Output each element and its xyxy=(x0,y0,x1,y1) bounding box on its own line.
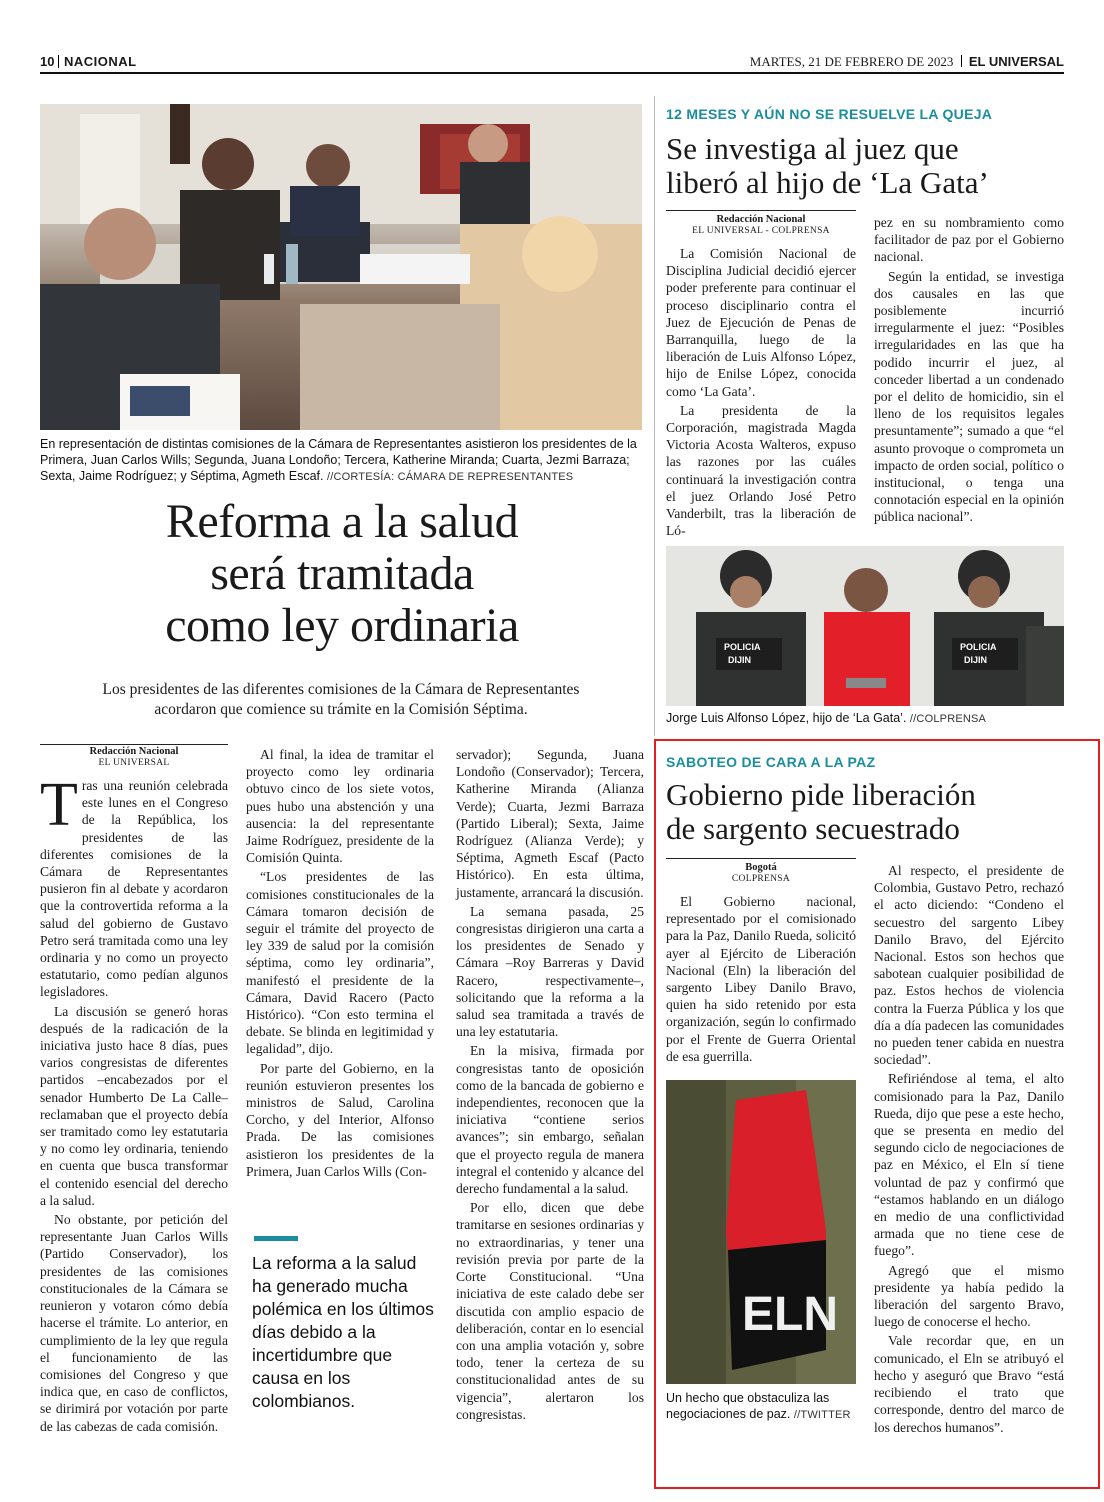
main-col1-para-2: La discusión se generó horas después de la radicación de la iniciativa justo hace 8 días, pues varios congresistas de diferentes partidos –encabezados por el senador Humberto De La Calle– reclamaban que el proyecto debía ser tramitado como ley estatutaria y no como ley ordinaria, teniendo en cuenta que busca transformar el contenido esencial del derecho a la salud. xyxy=(40,1003,228,1208)
story3-headline xyxy=(666,778,1086,846)
main-col3-para-2: La semana pasada, 25 congresistas dirigieron una carta a los presidentes de Senado y Cámara –Roy Barreras y David Racero, respectivamente–, solicitando que la reforma a la salud sea tramitada a través de una ley estatutaria. xyxy=(456,903,644,1040)
story2-kicker: 12 MESES Y AÚN NO SE RESUELVE LA QUEJA xyxy=(666,106,993,122)
story3-photo-caption xyxy=(666,1390,858,1423)
story2-col2-para-2: Según la entidad, se investiga dos causales en las que posiblemente incurrió irregularmente el juez: “Posibles irregularidades en las que ha podido incurrir el juez, al conceder libertad a un condenado por el delito de homicidio, sin el lleno de los requisitos legales presuntamente”; sumado a que “el asunto provoque o comprometa un impacto de orden social, político o institucional, o tenga una connotación especial en la opinión pública nacional”. xyxy=(874,268,1064,525)
story3-column-2 xyxy=(874,862,1064,1438)
story2-col1-para-1: La Comisión Nacional de Disciplina Judicial decidió ejercer poder preferente para continuar el proceso disciplinario contra el Juez de Ejecución de Penas de Barranquilla, luego de la liberación de Luis Alfonso López, hijo de Enilse López, conocida como ‘La Gata’. xyxy=(666,246,856,399)
page-header xyxy=(40,54,1064,72)
main-col1-para-1 xyxy=(40,771,228,1001)
story2-column-2 xyxy=(874,214,1064,528)
header-sep xyxy=(961,55,962,67)
main-col1-divider xyxy=(40,744,228,745)
main-photo-caption xyxy=(40,436,640,485)
main-subhead: Los presidentes de las diferentes comisiones de la Cámara de Representantes acordaron que comience su trámite en la Comisión Séptima. xyxy=(102,681,580,718)
header-date-group xyxy=(750,54,1064,70)
column-divider xyxy=(654,96,655,736)
story3-byline-rule xyxy=(666,858,856,859)
story3-byline-name: Bogotá xyxy=(745,862,777,873)
story3-photo-caption-text: Un hecho que obstaculiza las negociaciones de paz. xyxy=(666,1391,830,1421)
vest1b-text: DIJIN xyxy=(728,655,752,665)
story2-byline-rule xyxy=(666,210,856,211)
main-col3-para-4: Por ello, dicen que debe tramitarse en sesiones ordinarias y no extraordinarias, y tener una revisión previa por parte de la Corte Constitucional. “Una iniciativa de este calado debe ser discutida con amplio espacio de deliberación, contar en lo esencial con una amplia votación y, sobre todo, tener la certeza de su constitucionalidad antes de su vigencia”, alertaron los congresistas. xyxy=(456,1200,644,1422)
header-divider xyxy=(58,55,59,68)
story2-photo-caption xyxy=(666,710,1064,727)
header-rule xyxy=(40,72,1064,74)
eln-armband-illustration xyxy=(666,1080,856,1384)
story2-col2-para-1: pez en su nombramiento como facilitador de paz por el Gobierno nacional. xyxy=(874,215,1064,265)
story3-col2-para-1: Al respecto, el presidente de Colombia, Gustavo Petro, rechazó el acto diciendo: “Condeno el secuestro del sargento Libey Danilo Bravo, del Ejército Nacional. Estos son hechos que sabotean cualquier posibilidad de paz. Estos hechos de violencia contra la Fuerza Pública y los que día a día padecen las comunidades no pueden tener cabida en nuestra sociedad”. xyxy=(874,863,1064,1068)
story2-headline-line-2: liberó al hijo de ‘La Gata’ xyxy=(666,165,989,200)
story2-byline xyxy=(666,210,856,237)
story2-photo xyxy=(666,546,1064,706)
main-headline-line-1: Reforma a la salud xyxy=(165,495,519,548)
story3-headline-line-1: Gobierno pide liberación xyxy=(666,777,976,812)
main-col1-para-1-text: ras una reunión celebrada este lunes en el Congreso de la República, los presidentes de las diferentes comisiones de la Cámara de Representantes pusieron fin al debate y acordaron que la controvertida reforma a la salud del gobierno de Gustavo Petro será tramitada como una ley ordinaria y no como un proyecto estatutario, como pedían algunos legisladores. xyxy=(40,778,228,1000)
story3-kicker: SABOTEO DE CARA A LA PAZ xyxy=(666,754,876,770)
main-column-2 xyxy=(246,746,434,1182)
story3-byline-org: COLPRENSA xyxy=(731,874,791,884)
vest2b-text: DIJIN xyxy=(964,655,988,665)
story3-photo-credit: //TWITTER xyxy=(793,1409,851,1421)
main-byline xyxy=(40,746,228,769)
story2-headline xyxy=(666,132,1066,200)
story3-column-1 xyxy=(666,858,856,1067)
main-col1-para-3: No obstante, por petición del representante Juan Carlos Wills (Partido Conservador), los presidentes de las comisiones constitucionales de la Cámara se reunieron y votaron cómo debía hacerse el trámite. Lo anterior, en cumplimiento de la ley que regula el funcionamiento de las comisiones del Congreso y que indica que, en caso de conflictos, se dirimirá por votación por parte de las cabezas de cada comisión. xyxy=(40,1212,228,1434)
paper-name: EL UNIVERSAL xyxy=(968,54,1064,69)
story2-column-1 xyxy=(666,210,856,541)
main-dropcap: T xyxy=(40,771,78,839)
story3-photo xyxy=(666,1080,856,1384)
vest2-text: POLICIA xyxy=(960,642,997,652)
story2-headline-line-1: Se investiga al juez que xyxy=(666,131,959,166)
main-headline-line-3: como ley ordinaria xyxy=(165,599,519,652)
main-col2-para-1: Al final, la idea de tramitar el proyecto como ley ordinaria obtuvo cinco de los siete votos, pues hubo una abstención y una ausencia: la del representante Jaime Rodríguez, presidente de la Comisión Quinta. xyxy=(246,747,434,866)
main-headline-line-2: será tramitada xyxy=(210,547,474,600)
main-headline xyxy=(40,496,644,652)
main-col3-para-1: servador); Segunda, Juana Londoño (Conservador); Tercera, Katherine Miranda (Alianza Verde); Cuarta, Jezmi Barraza (Partido Liberal); Sexta, Jaime Rodríguez (Alianza Verde); y Séptima, Agmeth Escaf (Pacto Histórico). En esta última, justamente, arrancará la discusión. xyxy=(456,747,644,900)
story2-photo-credit: //COLPRENSA xyxy=(909,713,987,725)
story3-col2-para-2: Refiriéndose al tema, el alto comisionado para la Paz, Danilo Rueda, dijo que pese a este hecho, que se presenta en medio del segundo ciclo de negociaciones de paz en México, el Eln sí tiene voluntad de paz y confirmó que “estamos hablando en un diálogo en medio de una conflictividad armada que no tiene cese de fuego”. xyxy=(874,1071,1064,1259)
story2-byline-org: EL UNIVERSAL - COLPRENSA xyxy=(692,226,830,236)
main-photo-credit: //CORTESÍA: CÁMARA DE REPRESENTANTES xyxy=(326,471,574,483)
main-col3-para-3: En la misiva, firmada por congresistas tanto de oposición como de la bancada de gobierno e independientes, reconocen que la iniciativa “contiene serios avances”; sin embargo, señalan que el proyecto regula de manera integral el contenido y alcance del derecho fundamental a la salud. xyxy=(456,1043,644,1197)
pull-quote: La reforma a la salud ha generado mucha polémica en los últimos días debido a la incertidumbre que causa en los colombianos. xyxy=(252,1253,434,1411)
main-column-3 xyxy=(456,746,644,1425)
story3-col2-para-4: Vale recordar que, en un comunicado, el Eln se atribuyó el hecho y aseguró que Bravo “está recibiendo el trato que corresponde, dentro del marco de los derechos humanos”. xyxy=(874,1333,1064,1435)
meeting-scene-illustration xyxy=(40,104,642,430)
vest1-text: POLICIA xyxy=(724,642,761,652)
story3-byline xyxy=(666,858,856,885)
story2-photo-caption-text: Jorge Luis Alfonso López, hijo de ‘La Gata’. xyxy=(666,711,907,725)
main-col2-para-2: “Los presidentes de las comisiones constitucionales de la Cámara tomaron decisión de seguir el trámite del proyecto de ley 339 de salud por la comisión séptima, como ley ordinaria”, manifestó el presidente de la Cámara, David Racero (Pacto Histórico). “Con esto termina el debate. Se blinda en legitimidad y legalidad”, dijo. xyxy=(246,869,434,1057)
main-photo xyxy=(40,104,642,430)
main-column-1 xyxy=(40,746,228,1437)
main-byline-org: EL UNIVERSAL xyxy=(98,758,170,768)
story3-headline-line-2: de sargento secuestrado xyxy=(666,811,960,846)
story2-col1-para-2: La presidenta de la Corporación, magistrada Magda Victoria Acosta Walteros, expuso las razones por las cuáles continuará la investigación contra el juez Orlando José Petro Vanderbilt, tras la liberación de Ló- xyxy=(666,402,856,539)
story3-col1-para-1: El Gobierno nacional, representado por el comisionado para la Paz, Danilo Rueda, solicitó ayer al Ejército de Liberación Nacional (Eln) la liberación del sargento Libey Danilo Bravo, quien ha sido retenido por esta organización, según lo confirmado por el Frente de Guerra Oriental de esa guerrilla. xyxy=(666,894,856,1064)
section-name: NACIONAL xyxy=(64,54,137,69)
armband-text: ELN xyxy=(742,1288,838,1341)
main-photo-caption-text: En representación de distintas comisiones de la Cámara de Representantes asistieron los presidentes de la Primera, Juan Carlos Wills; Segunda, Juana Londoño; Tercera, Katherine Miranda; Cuarta, Jezmi Barraza; Sexta, Jaime Rodríguez; y Séptima, Agmeth Escaf. xyxy=(40,437,637,483)
main-col2-para-3: Por parte del Gobierno, en la reunión estuvieron presentes los ministros de Salud, Carolina Corcho, y del Interior, Alfonso Prada. De las comisiones asistieron los presidentes de la Primera, Juan Carlos Wills (Con- xyxy=(246,1060,434,1179)
story2-byline-name: Redacción Nacional xyxy=(716,214,806,225)
main-byline-name: Redacción Nacional xyxy=(89,746,179,757)
arrest-scene-illustration xyxy=(666,546,1064,706)
header-date: MARTES, 21 DE FEBRERO DE 2023 xyxy=(749,54,954,69)
story3-col2-para-3: Agregó que el mismo presidente ya había pedido la liberación del sargento Bravo, luego de conocerse el hecho. xyxy=(874,1262,1064,1330)
page-number: 10 xyxy=(40,54,55,69)
pull-quote-bar xyxy=(254,1236,298,1241)
